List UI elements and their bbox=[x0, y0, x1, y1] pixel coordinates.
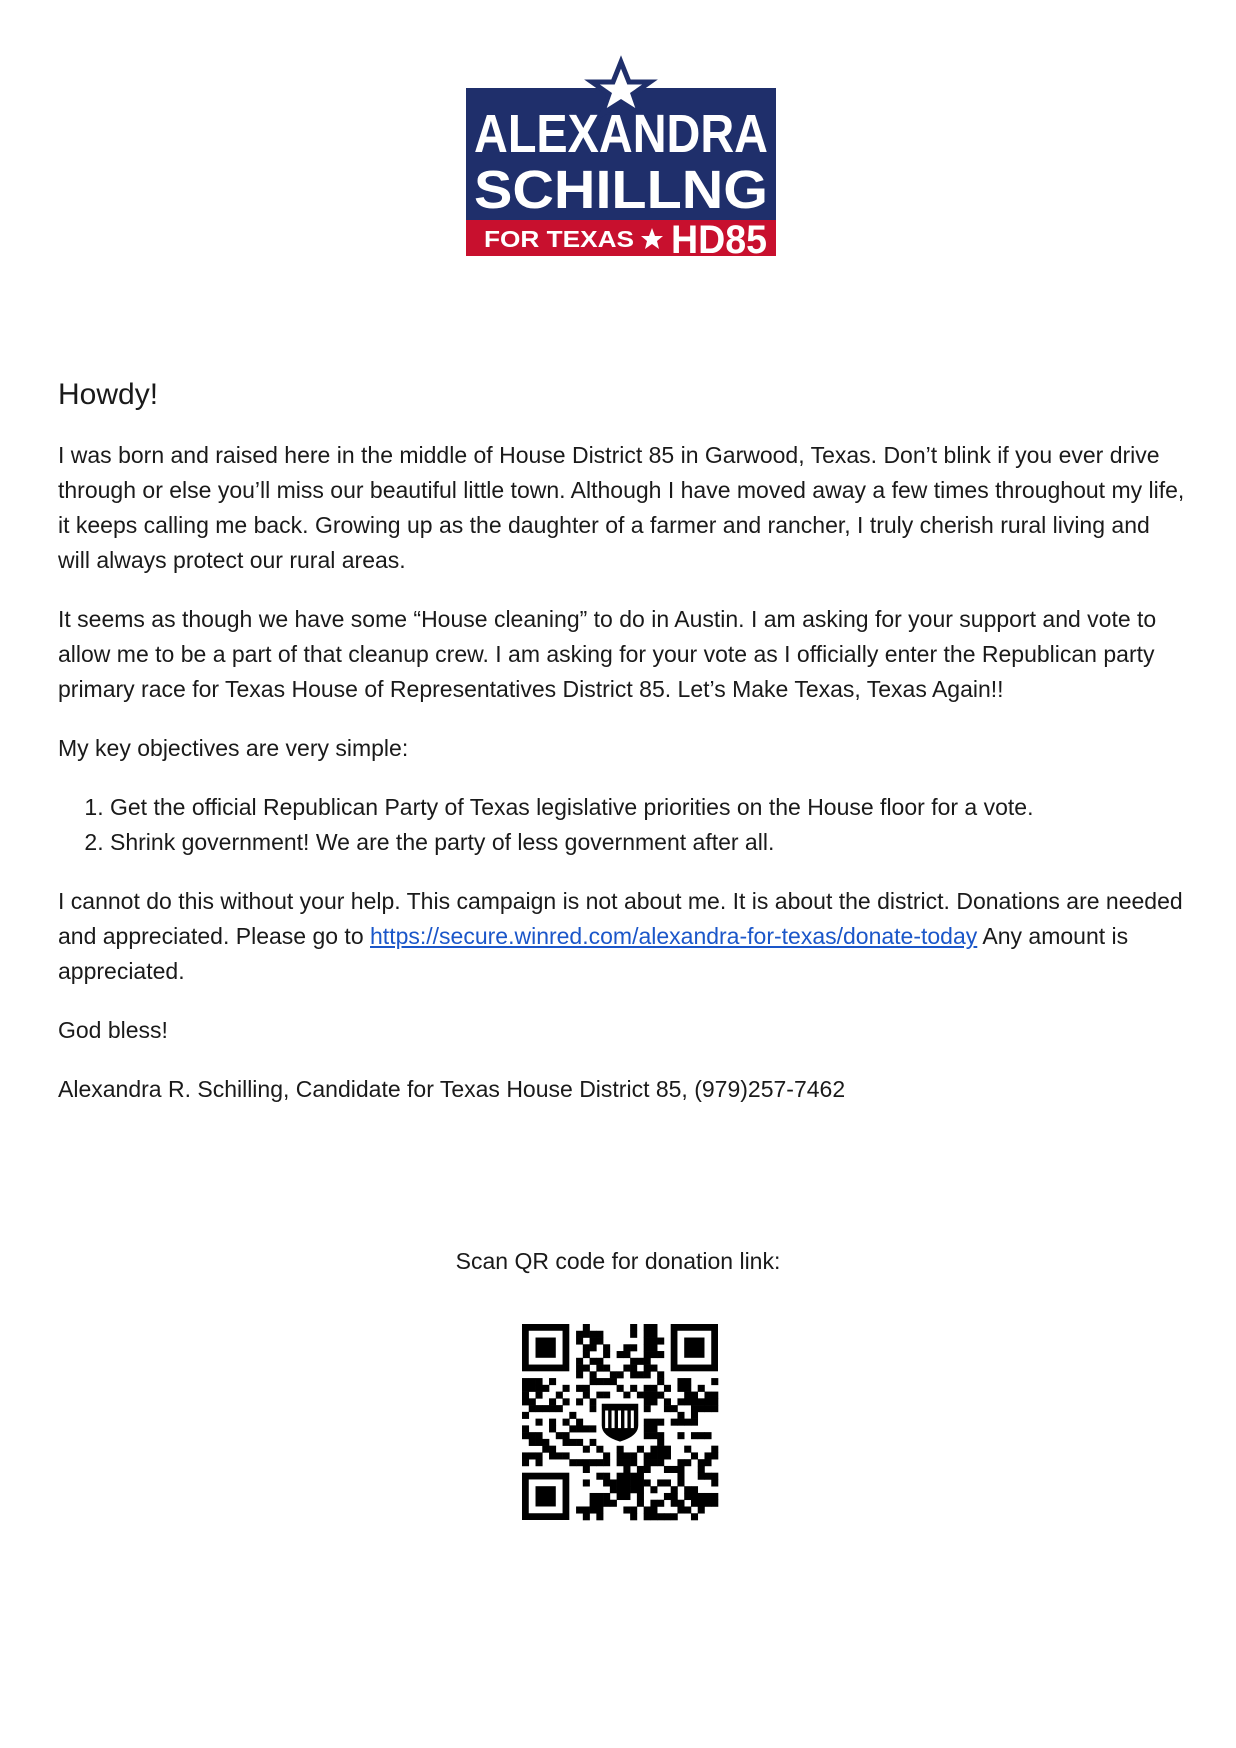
qr-finder-pattern bbox=[522, 1324, 569, 1371]
donate-tail: Any amount is appreciated. bbox=[58, 923, 1129, 984]
donate-link[interactable]: https://secure.winred.com/alexandra-for-texas/donate-today bbox=[370, 923, 978, 949]
qr-finder-pattern bbox=[671, 1324, 718, 1371]
logo-line2: SCHILLNG bbox=[474, 160, 768, 220]
closing: God bless! bbox=[58, 1017, 168, 1043]
logo-district: HD85 bbox=[671, 218, 767, 262]
objectives-intro: My key objectives are very simple: bbox=[58, 735, 409, 761]
logo-line1: ALEXANDRA bbox=[474, 104, 768, 164]
qr-finder-pattern bbox=[522, 1473, 569, 1520]
campaign-logo bbox=[466, 60, 776, 260]
objective-item: 1. Get the official Republican Party of Texas legislative priorities on the House floor for a vote. bbox=[110, 790, 1188, 825]
objectives-list bbox=[58, 790, 1188, 860]
donate-text: I cannot do this without your help. This campaign is not about me. It is about the district. Donations are needed and appreciated. Please go to bbox=[58, 888, 1183, 949]
signature: Alexandra R. Schilling, Candidate for Texas House District 85, (979)257-7462 bbox=[58, 1076, 846, 1102]
paragraph-donate bbox=[58, 884, 1188, 989]
objective-item: 2. Shrink government! We are the party of less government after all. bbox=[110, 825, 1188, 860]
logo-tagline: FOR TEXAS bbox=[484, 226, 634, 252]
qr-caption: Scan QR code for donation link: bbox=[455, 1248, 781, 1274]
letter-body bbox=[58, 378, 1188, 1131]
greeting: Howdy! bbox=[58, 378, 159, 411]
qr-center-emblem bbox=[596, 1398, 643, 1445]
paragraph-background: I was born and raised here in the middle of House District 85 in Garwood, Texas. Don’t blink if you ever drive through or else you’ll miss our beautiful little town. Although I have moved away a few times throughout my life, it keeps calling me back. Growing up as the daughter of a farmer and rancher, I truly cherish rural living and will always protect our rural areas. bbox=[58, 442, 1185, 573]
donation-qr-code[interactable] bbox=[522, 1324, 718, 1520]
paragraph-campaign: It seems as though we have some “House cleaning” to do in Austin. I am asking for your support and vote to allow me to be a part of that cleanup crew. I am asking for your vote as I officially enter the Republican party primary race for Texas House of Representatives District 85. Let’s Make Texas, Texas Again!! bbox=[58, 606, 1157, 702]
